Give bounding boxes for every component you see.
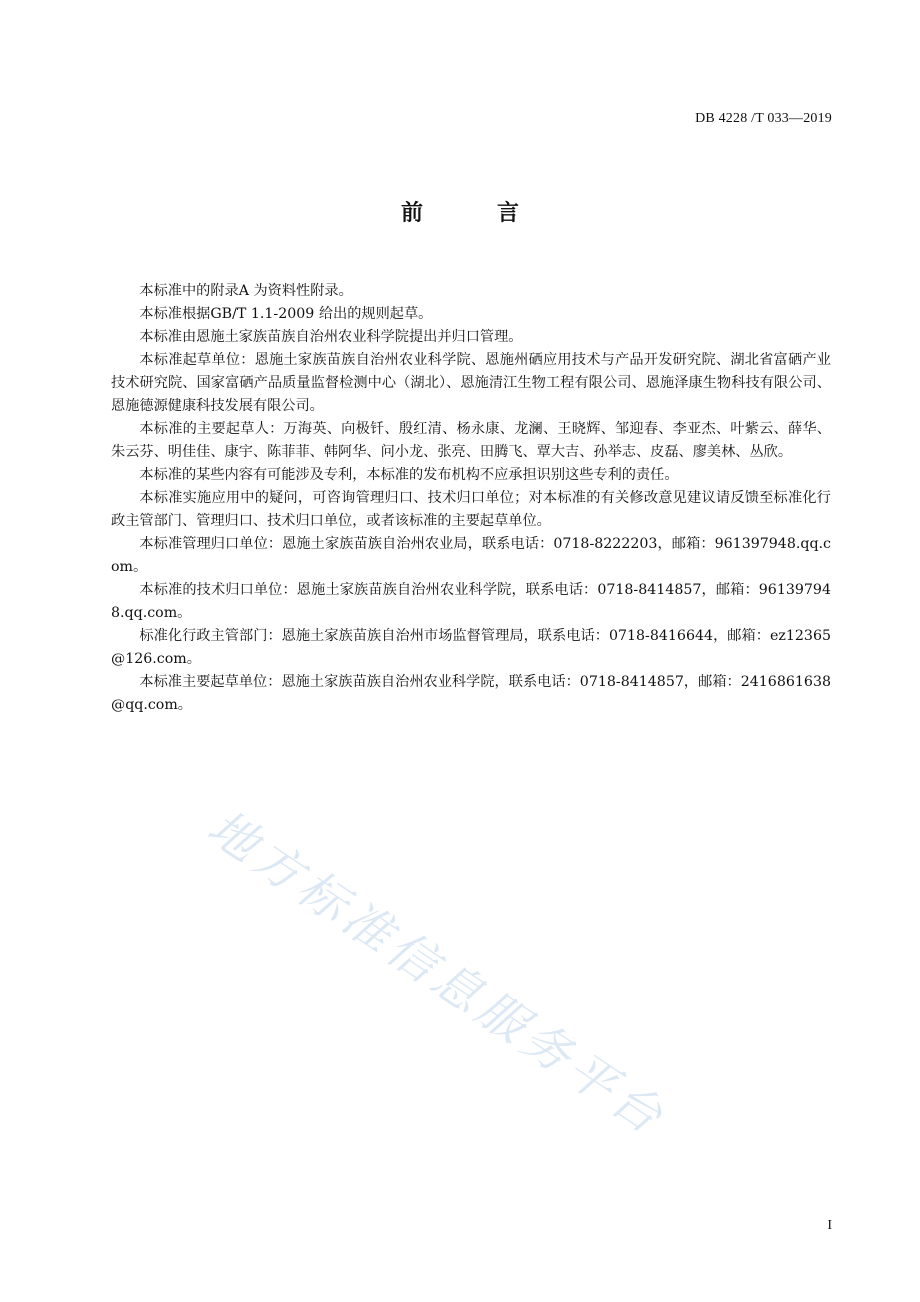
foreword-body <box>111 280 831 717</box>
paragraph-drafting-rules: 本标准根据GB/T 1.1-2009 给出的规则起草。 <box>139 306 433 322</box>
paragraph-patents: 本标准的某些内容有可能涉及专利，本标准的发布机构不应承担识别这些专利的责任。 <box>139 467 679 483</box>
page-title: 前 言 <box>400 201 545 226</box>
watermark-text: 地方标准信息服务平台 <box>197 799 677 1148</box>
paragraph-proposer: 本标准由恩施土家族苗族自治州农业科学院提出并归口管理。 <box>139 329 523 345</box>
paragraph-management-unit: 本标准管理归口单位：恩施土家族苗族自治州农业局，联系电话：0718-8222203，邮箱：961397948.qq.com。 <box>111 536 831 575</box>
paragraph-admin-department: 标准化行政主管部门：恩施土家族苗族自治州市场监督管理局，联系电话：0718-8416644，邮箱：ez12365@126.com。 <box>111 628 831 667</box>
page-number: I <box>827 1218 832 1233</box>
paragraph-main-drafter: 本标准主要起草单位：恩施土家族苗族自治州农业科学院，联系电话：0718-8414857，邮箱：2416861638@qq.com。 <box>111 674 831 713</box>
paragraph-technical-unit: 本标准的技术归口单位：恩施土家族苗族自治州农业科学院，联系电话：0718-8414857，邮箱：961397948.qq.com。 <box>111 582 831 621</box>
paragraph-drafters: 本标准的主要起草人：万海英、向极钎、殷红清、杨永康、龙澜、王晓辉、邹迎春、李亚杰、叶紫云、薛华、朱云芬、明佳佳、康宇、陈菲菲、韩阿华、问小龙、张亮、田腾飞、覃大吉、孙举志、皮磊、廖美林、丛欣。 <box>111 421 831 460</box>
paragraph-drafting-units: 本标准起草单位：恩施土家族苗族自治州农业科学院、恩施州硒应用技术与产品开发研究院、湖北省富硒产业技术研究院、国家富硒产品质量监督检测中心（湖北）、恩施清江生物工程有限公司、恩施泽康生物科技有限公司、恩施德源健康科技发展有限公司。 <box>111 352 831 414</box>
paragraph-feedback: 本标准实施应用中的疑问，可咨询管理归口、技术归口单位；对本标准的有关修改意见建议请反馈至标准化行政主管部门、管理归口、技术归口单位，或者该标准的主要起草单位。 <box>111 490 831 529</box>
document-code: DB 4228 /T 033—2019 <box>695 111 832 126</box>
paragraph-appendix: 本标准中的附录A 为资料性附录。 <box>139 283 353 299</box>
